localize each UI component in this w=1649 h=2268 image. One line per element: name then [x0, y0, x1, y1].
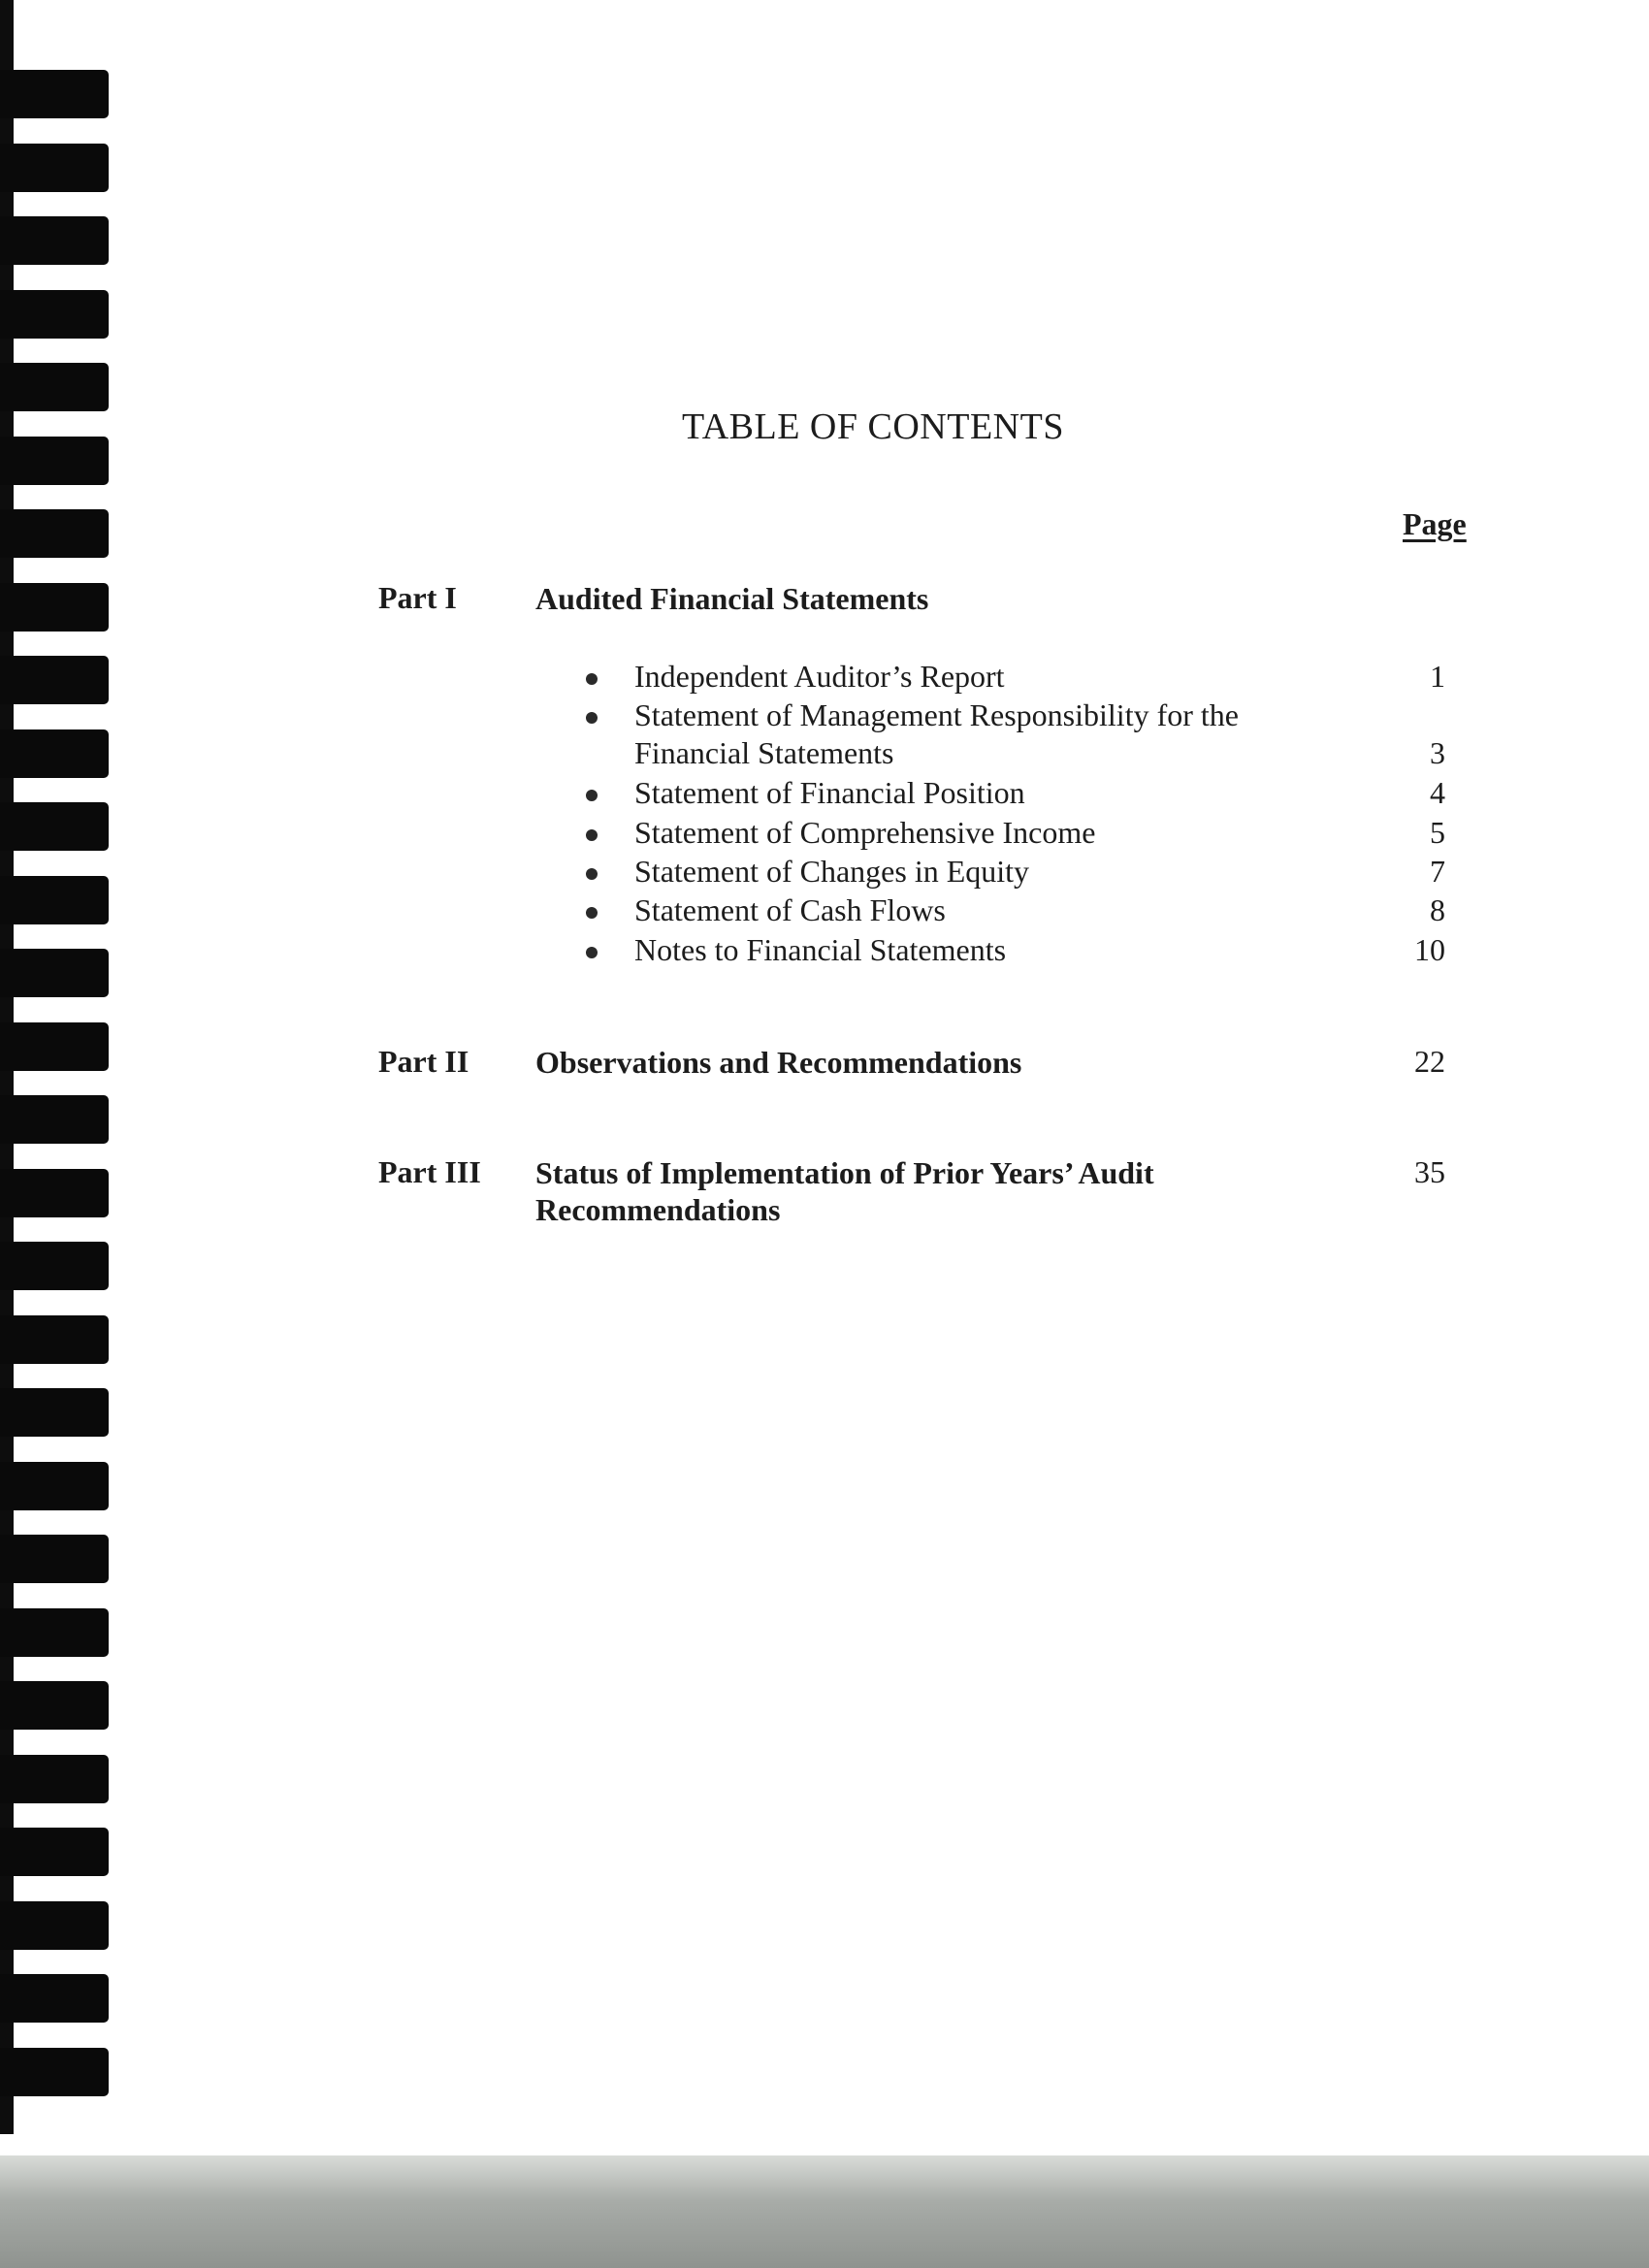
binding-tooth: [0, 1681, 109, 1730]
scan-shadow: [0, 2155, 1649, 2268]
bullet-icon: [586, 790, 598, 801]
part-page: 22: [1414, 1044, 1445, 1079]
toc-item-label: Statement of Comprehensive Income: [634, 815, 1096, 850]
binding-tooth: [0, 1608, 109, 1657]
part-label: Part II: [378, 1044, 469, 1079]
binding-tooth: [0, 1169, 109, 1217]
bullet-icon: [586, 712, 598, 724]
spiral-binding: [0, 0, 126, 2268]
binding-tooth: [0, 1974, 109, 2023]
binding-tooth: [0, 1535, 109, 1583]
page-title: TABLE OF CONTENTS: [682, 406, 1064, 447]
bullet-icon: [586, 868, 598, 880]
binding-tooth: [0, 144, 109, 192]
toc-item-label: Statement of Changes in Equity: [634, 854, 1030, 889]
binding-tooth: [0, 656, 109, 704]
binding-tooth: [0, 876, 109, 924]
toc-item-page: 10: [1414, 932, 1445, 967]
binding-tooth: [0, 802, 109, 851]
toc-item-label: Statement of Cash Flows: [634, 892, 946, 927]
toc-item-page: 4: [1430, 775, 1445, 810]
binding-tooth: [0, 70, 109, 118]
binding-tooth: [0, 1755, 109, 1803]
binding-tooth: [0, 1462, 109, 1510]
bullet-icon: [586, 947, 598, 958]
part-page: 35: [1414, 1154, 1445, 1189]
binding-tooth: [0, 216, 109, 265]
binding-tooth: [0, 2048, 109, 2096]
part-title: Observations and Recommendations: [535, 1045, 1022, 1080]
toc-item-page: 1: [1430, 659, 1445, 694]
binding-tooth: [0, 1388, 109, 1437]
binding-tooth: [0, 1242, 109, 1290]
binding-tooth: [0, 729, 109, 778]
part-title: Audited Financial Statements: [535, 581, 929, 616]
toc-item-label: Notes to Financial Statements: [634, 932, 1007, 967]
binding-tooth: [0, 1315, 109, 1364]
binding-tooth: [0, 290, 109, 339]
binding-tooth: [0, 1901, 109, 1950]
bullet-icon: [586, 673, 598, 685]
part-label: Part III: [378, 1154, 481, 1189]
page-column-heading: Page: [1403, 506, 1467, 541]
bullet-icon: [586, 907, 598, 919]
toc-item-label: Independent Auditor’s Report: [634, 659, 1005, 694]
binding-tooth: [0, 949, 109, 997]
binding-tooth: [0, 583, 109, 632]
binding-tooth: [0, 1022, 109, 1071]
bullet-icon: [586, 829, 598, 841]
binding-tooth: [0, 1095, 109, 1144]
toc-item-label: Statement of Financial Position: [634, 775, 1025, 810]
toc-item-page: 7: [1430, 854, 1445, 889]
toc-item-label: Statement of Management Responsibility for the Financial Statements: [634, 697, 1239, 770]
toc-item-page: 8: [1430, 892, 1445, 927]
part-label: Part I: [378, 580, 457, 615]
binding-tooth: [0, 1828, 109, 1876]
binding-tooth: [0, 363, 109, 411]
toc-item-page: 5: [1430, 815, 1445, 850]
part-title: Status of Implementation of Prior Years’ Audit Recommendations: [535, 1155, 1154, 1227]
toc-item-page: 3: [1430, 735, 1445, 770]
binding-tooth: [0, 509, 109, 558]
